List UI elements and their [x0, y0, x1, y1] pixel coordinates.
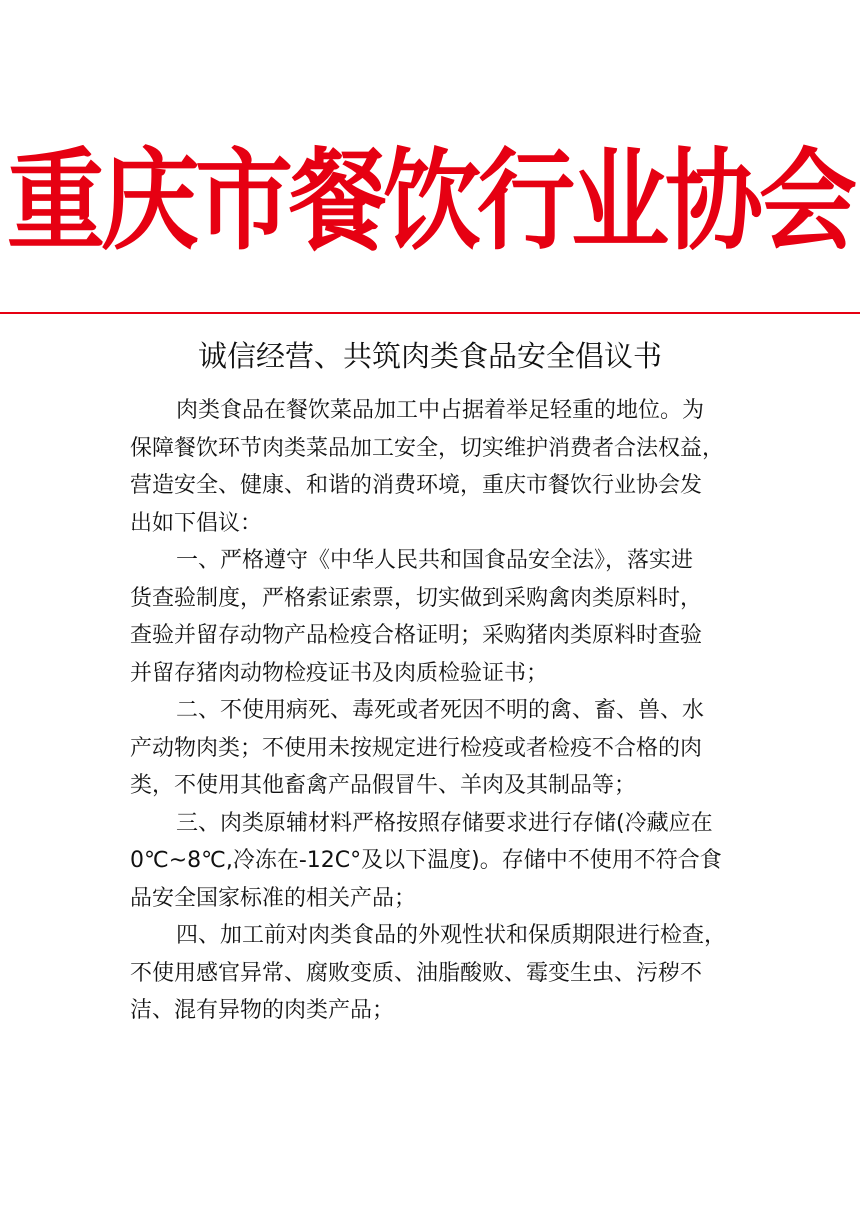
body-text-line: 三、肉类原辅材料严格按照存储要求进行存储(冷藏应在: [176, 810, 713, 836]
header-divider-line: [0, 312, 860, 314]
body-text-line: 并留存猪肉动物检疫证书及肉质检验证书；: [130, 660, 549, 686]
body-text-line: 一、严格遵守《中华人民共和国食品安全法》，落实进: [176, 548, 694, 573]
body-text-line: 货查验制度，严格索证索票，切实做到采购禽肉类原料时，: [130, 585, 703, 611]
body-text-line: 0℃~8℃,冷冻在-12C°及以下温度)。存储中不使用不符合食: [130, 848, 722, 873]
body-text-line: 四、加工前对肉类食品的外观性状和保质期限进行检查，: [176, 923, 727, 948]
body-text-line: 品安全国家标准的相关产品；: [130, 885, 417, 911]
organization-masthead: 重庆市餐饮行业协会: [6, 137, 853, 266]
body-text-line: 二、不使用病死、毒死或者死因不明的禽、畜、兽、水: [176, 698, 705, 723]
body-text-line: 不使用感官异常、腐败变质、油脂酸败、霉变生虫、污秽不: [130, 960, 703, 986]
body-text-line: 出如下倡议：: [130, 510, 263, 536]
body-text-line: 肉类食品在餐饮菜品加工中占据着举足轻重的地位。为: [176, 398, 705, 423]
body-text-line: 产动物肉类；不使用未按规定进行检疫或者检疫不合格的肉: [130, 735, 703, 761]
body-text-line: 查验并留存动物产品检疫合格证明；采购猪肉类原料时查验: [130, 623, 703, 648]
body-text-line: 保障餐饮环节肉类菜品加工安全，切实维护消费者合法权益，: [130, 435, 725, 461]
body-text-line: 营造安全、健康、和谐的消费环境，重庆市餐饮行业协会发: [130, 473, 703, 498]
document-title: 诚信经营、共筑肉类食品安全倡议书: [197, 339, 662, 373]
body-text-line: 类，不使用其他畜禽产品假冒牛、羊肉及其制品等；: [130, 773, 637, 798]
document-body: [130, 392, 740, 1030]
body-text-line: 洁、混有异物的肉类产品；: [130, 998, 395, 1023]
